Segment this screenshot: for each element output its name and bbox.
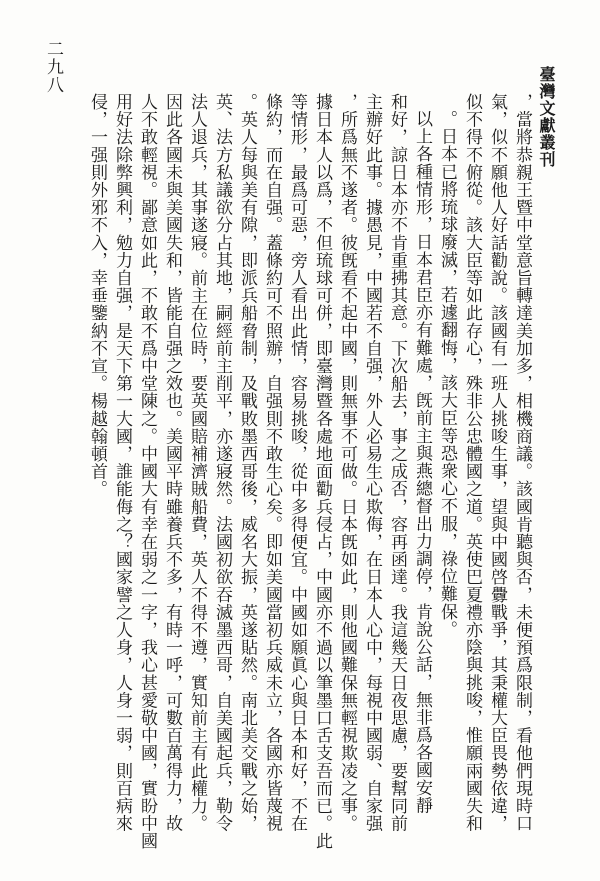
text-column: ，所爲無不遂者。彼旣看不起中國，則無事不可做。日本旣如此，則他國難保無輕視欺凌之事。 [337,93,357,833]
running-title: 臺灣文獻叢刊 [537,66,556,168]
text-column: 等情形，最爲可惡，旁人看出此情，容易挑唆，從中多得便宜。中國如願眞心與日本和好，不在 [287,93,307,833]
text-column: 和好，諒日本亦不肯重拂其意。下次船去，事之成否，容再函達。我這幾天日夜思慮，要幫同前 [387,93,407,833]
text-column: 似不得不俯從。該大臣等如此存心，殊非公忠體國之道。英使巴夏禮亦陰與挑唆，惟願兩國失和 [462,93,482,833]
text-column: 主辦好此事。據愚見，中國若不自强，外人必易生心欺侮，在日本人心中，每視中國弱、自家强 [362,93,382,833]
text-column: 人不敢輕視。鄙意如此，不敢不爲中堂陳之。中國大有幸在弱之一字，我心甚愛敬中國，實盼中國 [137,93,157,850]
text-column: 英、法方私議欲分占其地，嗣經前主削平，亦遂寢然。法國初欲吞滅墨西哥，自美國起兵，勒令 [212,93,232,833]
page-number: 二九八 [43,40,63,94]
text-column: 條約，而在自强。蓋條約可不照辦，自强則不敢生心矣。即如美國當初兵威未立，各國亦皆蔑視 [262,93,282,833]
text-column: 。英人每與美有隙，即派兵船脅制，及戰敗墨西哥後，威名大振，英遂貼然。南北美交戰之始， [237,93,257,833]
text-column: 。日本已將琉球廢滅，若遽翻悔，該大臣等恐衆心不服，祿位難保。 [437,110,457,638]
text-column: 侵，一强則外邪不入，幸垂鑒納不宣。楊越翰頓首。 [87,93,107,498]
text-column: 法人退兵，其事遂寢。前主在位時，要英國賠補濟賊船費，英人不得不遵，實知前主有此權力。 [187,93,207,833]
text-column: ，當將恭親王暨中堂意旨轉達美加多，相機商議。該國肯聽與否，未便預爲限制，看他們現時口 [512,93,532,833]
text-column: 氣，似不願他人好話勸說。該國有一班人挑唆生事，望與中國啓釁戰爭，其秉權大臣畏勢依違， [487,93,507,833]
text-column: 因此各國未與美國失和，皆能自强之效也。美國平時雖養兵不多，有時一呼，可數百萬得力，故 [162,93,182,833]
body-text [84,93,534,853]
text-column: 以上各種情形，日本君臣亦有難處，旣前主與燕總督出力調停，肯說公話，無非爲各國安靜 [412,110,432,814]
text-column: 據日本人以爲，不但琉球可併，即臺灣暨各處地面勸兵侵占，中國亦不過以筆墨口舌支吾而已。此 [312,93,332,850]
text-column: 用好法除弊興利，勉力自强，是天下第一大國，誰能侮之？國家譬之人身，人身一弱，則百病來 [112,93,132,833]
